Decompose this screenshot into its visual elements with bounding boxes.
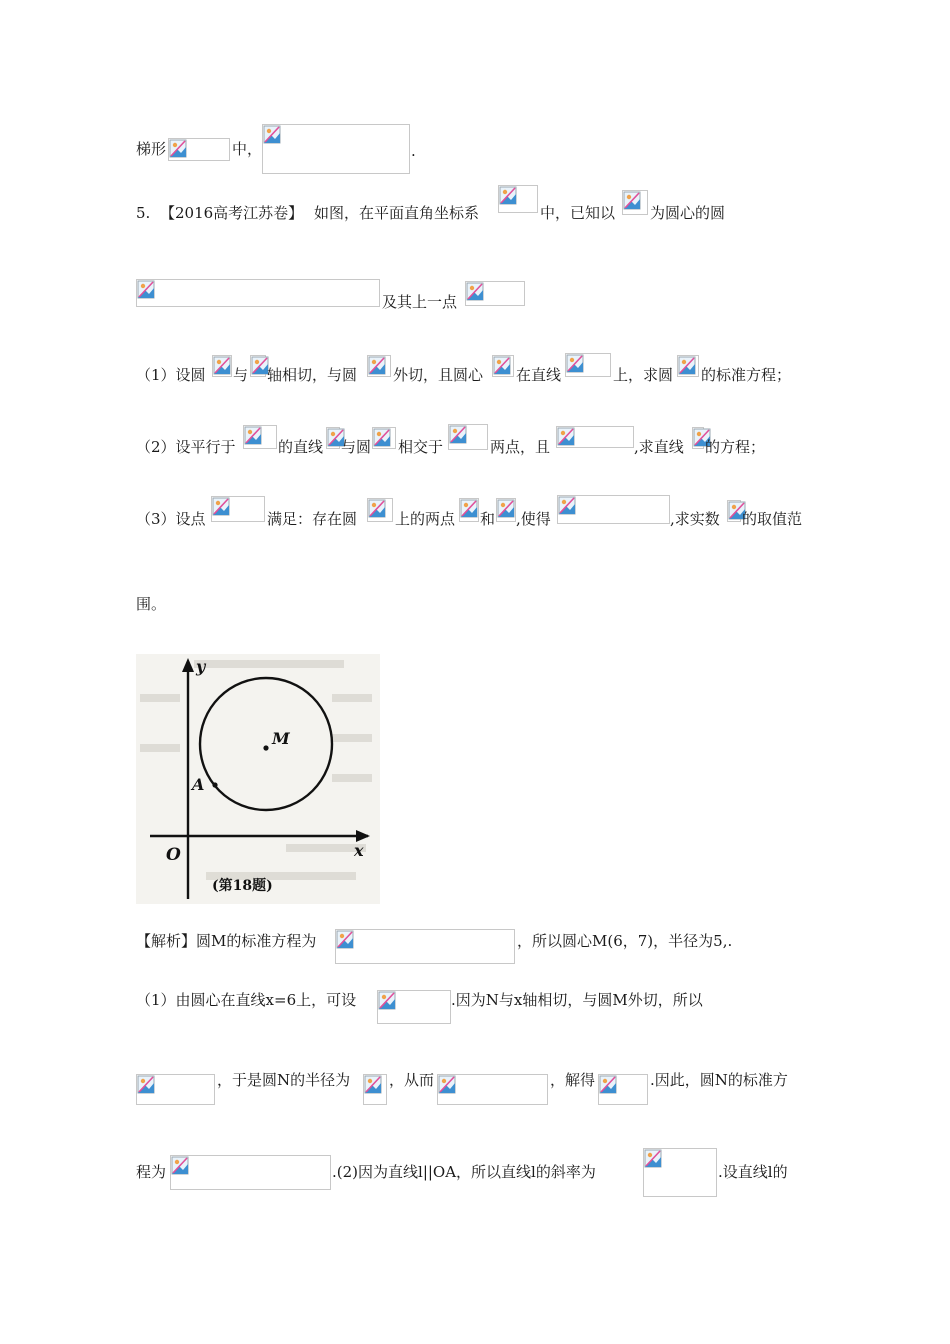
broken-image-icon (171, 1156, 189, 1176)
text-fragment: .因此，圆N的标准方 (650, 1071, 788, 1089)
figure (136, 654, 380, 904)
text-fragment: .(2)因为直线l||OA，所以直线l的斜率为 (332, 1163, 596, 1181)
formula-image (496, 498, 516, 522)
origin-label: O (166, 845, 181, 865)
formula-image (335, 929, 515, 964)
broken-image-icon (566, 354, 584, 374)
text-fragment: 围。 (136, 595, 167, 613)
formula-image (622, 190, 648, 215)
formula-image (498, 185, 538, 213)
broken-image-icon (466, 282, 484, 302)
broken-image-icon (336, 930, 354, 950)
circle-diagram (136, 654, 380, 904)
broken-image-icon (169, 139, 187, 159)
text-fragment: .设直线l的 (718, 1163, 788, 1181)
text-fragment: 及其上一点 (382, 293, 458, 311)
text-fragment: ,使得 (516, 510, 551, 528)
text-fragment: 程为 (136, 1163, 167, 1181)
text-fragment: ,求直线 (634, 438, 684, 456)
formula-image (243, 425, 277, 449)
text-fragment: 在直线 (516, 366, 562, 384)
question-source: 【2016高考江苏卷】 (160, 204, 304, 222)
formula-image (136, 279, 380, 307)
formula-image (136, 1074, 215, 1105)
part-label: （2）设平行于 (136, 438, 236, 456)
figure-caption: (第18题) (212, 878, 273, 894)
text-fragment: 的标准方程； (701, 366, 792, 384)
circle-m (200, 678, 332, 810)
text-fragment: ，于是圆N的半径为 (217, 1071, 351, 1089)
formula-image (465, 281, 525, 306)
broken-image-icon (137, 1075, 155, 1095)
broken-image-icon (449, 425, 467, 445)
formula-image (492, 355, 514, 377)
text-fragment: 中，已知以 (540, 204, 616, 222)
center-label: M (272, 729, 290, 748)
broken-image-icon (364, 1075, 382, 1095)
formula-image (250, 355, 266, 377)
formula-image (262, 124, 410, 174)
formula-image (557, 495, 670, 524)
formula-image (367, 498, 393, 522)
question-number: 5. (136, 204, 151, 222)
broken-image-icon (368, 356, 386, 376)
formula-image (727, 500, 741, 522)
broken-image-icon (678, 356, 696, 376)
broken-image-icon (373, 428, 391, 448)
text-fragment: 与 (233, 366, 249, 384)
formula-image (168, 138, 230, 161)
text-fragment: （1）由圆心在直线x=6上，可设 (136, 991, 357, 1009)
text-fragment: 的方程； (705, 438, 766, 456)
point-a-label: A (192, 775, 205, 794)
broken-image-icon (378, 991, 396, 1011)
broken-image-icon (497, 499, 515, 519)
y-axis-arrow (182, 658, 194, 672)
formula-image (556, 426, 634, 448)
broken-image-icon (557, 427, 575, 447)
text-fragment: .因为N与x轴相切，与圆M外切，所以 (451, 991, 703, 1009)
part-label: （1）设圆 (136, 366, 206, 384)
formula-image (326, 427, 340, 449)
center-point (263, 745, 268, 750)
broken-image-icon (244, 426, 262, 446)
text-fragment: 中， (232, 140, 263, 158)
broken-image-icon (212, 497, 230, 517)
formula-image (448, 424, 488, 450)
broken-image-icon (644, 1149, 662, 1169)
formula-image (459, 498, 479, 522)
broken-image-icon (460, 499, 478, 519)
text-fragment: 满足：存在圆 (267, 510, 358, 528)
text-trapezoid: 梯形 (136, 140, 167, 158)
text-fragment: ,求实数 (670, 510, 720, 528)
text-fragment: 相交于 (398, 438, 444, 456)
text-fragment: ，解得 (550, 1071, 596, 1089)
text-fragment: ，所以圆心M(6，7)，半径为5,. (517, 932, 733, 950)
broken-image-icon (263, 125, 281, 145)
text-fragment: ，从而 (389, 1071, 435, 1089)
formula-image (437, 1074, 548, 1105)
formula-image (363, 1074, 387, 1105)
broken-image-icon (213, 356, 231, 376)
broken-image-icon (368, 499, 386, 519)
formula-image (367, 355, 391, 377)
broken-image-icon (599, 1075, 617, 1095)
broken-image-icon (499, 186, 517, 206)
formula-image (565, 353, 611, 377)
text-fragment: 上的两点 (395, 510, 456, 528)
text-fragment: 的取值范 (742, 510, 803, 528)
formula-image (377, 990, 451, 1024)
formula-image (372, 427, 396, 449)
broken-image-icon (493, 356, 511, 376)
text-fragment: 轴相切，与圆 (267, 366, 358, 384)
formula-image (598, 1074, 648, 1105)
text-fragment: 外切，且圆心 (393, 366, 484, 384)
text-fragment: . (411, 142, 416, 160)
formula-image (677, 355, 699, 377)
text-fragment: 如图，在平面直角坐标系 (314, 204, 480, 222)
text-fragment: 和 (480, 510, 496, 528)
solution-label: 【解析】 (136, 932, 197, 950)
text-fragment: 的直线 (278, 438, 324, 456)
formula-image (170, 1155, 331, 1190)
text-fragment: 上，求圆 (613, 366, 674, 384)
x-axis-label: x (354, 841, 364, 860)
point-a (212, 782, 217, 787)
part-label: （3）设点 (136, 510, 206, 528)
formula-image (643, 1148, 717, 1197)
text-fragment: 为圆心的圆 (650, 204, 726, 222)
text-fragment: 圆M的标准方程为 (196, 932, 317, 950)
formula-image (211, 496, 265, 522)
formula-image (212, 355, 232, 377)
text-fragment: 与圆 (341, 438, 372, 456)
broken-image-icon (137, 280, 155, 300)
broken-image-icon (438, 1075, 456, 1095)
formula-image (692, 427, 704, 449)
broken-image-icon (558, 496, 576, 516)
y-axis-label: y (196, 657, 206, 676)
text-fragment: 两点，且 (490, 438, 551, 456)
broken-image-icon (623, 191, 641, 211)
